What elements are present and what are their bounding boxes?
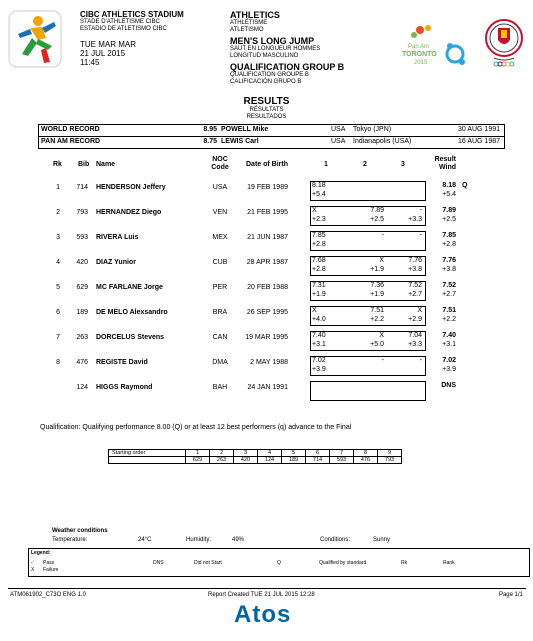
header-code: Code [211, 164, 229, 171]
legend-dns: DNS [153, 560, 164, 566]
athlete-bib: 420 [76, 259, 88, 266]
so-position: 5 [282, 450, 306, 457]
attempt-mark: - [381, 232, 384, 239]
starting-order-table [108, 449, 402, 464]
header-bib: Bib [78, 161, 90, 168]
athlete-noc: DMA [212, 359, 228, 366]
venue-name-es: ESTADIO DE ATLETISMO CIBC [80, 26, 167, 32]
athlete-result: 7.85 [442, 232, 456, 239]
attempt-wind: +3.3 [408, 341, 422, 348]
attempt-wind: +1.9 [370, 291, 384, 298]
event-phase: QUALIFICATION GROUP B [230, 62, 345, 72]
athlete-dob: 28 APR 1987 [246, 259, 288, 266]
footer-report: Report Created TUE 21 JUL 2015 12:28 [208, 592, 315, 598]
attempt-mark: 7.31 [312, 282, 326, 289]
event-sport-es: ATLETISMO [230, 27, 264, 33]
so-bib: 629 [186, 457, 210, 464]
event-name: MEN'S LONG JUMP [230, 36, 315, 46]
results-title: RESULTS [243, 96, 290, 107]
so-position: 9 [378, 450, 402, 457]
olympic-committee-crest [482, 16, 526, 70]
so-position: 1 [186, 450, 210, 457]
record-place: Indianapolis (USA) [353, 138, 412, 145]
attempts-box [310, 381, 426, 401]
venue-time: 11:45 [80, 58, 100, 67]
attempt-mark: 7.76 [408, 257, 422, 264]
attempt-mark: X [417, 307, 422, 314]
header-attempt-3: 3 [401, 161, 405, 168]
results-title-es: RESULTADOS [246, 114, 287, 120]
panam-city: TORONTO [402, 51, 437, 58]
weather-conditions-label: Conditions: [320, 537, 351, 543]
qualification-note: Qualification: Qualifying performance 8.00 (Q) or at least 12 best performers (q) advance to the Final [40, 424, 352, 431]
athlete-bib: 263 [76, 334, 88, 341]
venue-block [80, 10, 184, 67]
athlete-result: 7.52 [442, 282, 456, 289]
attempt-mark: X [379, 332, 384, 339]
athlete-dob: 24 JAN 1991 [247, 384, 288, 391]
header-name: Name [96, 161, 116, 168]
attempt-mark: - [419, 357, 422, 364]
athlete-rank: 7 [56, 334, 60, 341]
attempt-wind: +2.3 [312, 216, 326, 223]
legend-q-text: Qualified by standard [319, 560, 367, 566]
so-bib: 476 [354, 457, 378, 464]
legend-pass: Pass [43, 560, 55, 566]
header-attempt-2: 2 [363, 161, 367, 168]
athlete-result-wind: +5.4 [442, 191, 456, 198]
athlete-result-wind: +3.1 [442, 341, 456, 348]
attempt-wind: +1.9 [370, 266, 384, 273]
cibc-stadium-logo [8, 10, 62, 68]
athlete-bib: 476 [76, 359, 88, 366]
header-noc: NOC [212, 156, 228, 163]
athlete-name: MC FARLANE Jorge [96, 284, 163, 291]
athlete-rank: 5 [56, 284, 60, 291]
athlete-noc: BAH [212, 384, 228, 391]
legend-q: Q [277, 560, 281, 566]
athlete-noc: CUB [212, 259, 228, 266]
venue-name: CIBC ATHLETICS STADIUM [80, 10, 184, 19]
athlete-result: 7.02 [442, 357, 456, 364]
record-holder: POWELL Mike [221, 126, 269, 133]
so-bib: 124 [258, 457, 282, 464]
attempt-mark: X [312, 307, 317, 314]
attempt-wind: +3.8 [408, 266, 422, 273]
record-noc: USA [331, 138, 346, 145]
athlete-bib: 793 [76, 209, 88, 216]
weather-temp-value: 24°C [138, 537, 152, 543]
weather-conditions-value: Sunny [373, 537, 391, 543]
athlete-result-wind: +2.8 [442, 241, 456, 248]
athlete-noc: CAN [212, 334, 228, 341]
legend-title: Legend: [31, 550, 51, 556]
attempt-mark: X [379, 257, 384, 264]
athlete-name: RIVERA Luis [96, 234, 139, 241]
event-phase-es: CALIFICACIÓN GRUPO B [230, 79, 302, 85]
legend-x: X [31, 567, 35, 573]
footer-divider [8, 588, 526, 589]
header-dob: Date of Birth [246, 161, 288, 168]
atos-logo: Atos [234, 601, 292, 628]
so-bib: 263 [210, 457, 234, 464]
attempt-wind: +2.8 [312, 266, 326, 273]
attempt-wind: +2.7 [408, 291, 422, 298]
attempt-mark: 7.51 [370, 307, 384, 314]
attempt-wind: +3.9 [312, 366, 326, 373]
athlete-rank: 8 [56, 359, 60, 366]
footer-code: ATM061902_C73O ENG 1.0 [10, 592, 86, 598]
event-name-fr: SAUT EN LONGUEUR HOMMES [230, 46, 321, 52]
attempt-wind: +5.4 [312, 191, 326, 198]
record-holder: LEWIS Carl [221, 138, 259, 145]
so-position: 7 [330, 450, 354, 457]
athlete-result-wind: +2.2 [442, 316, 456, 323]
header-result: Result [434, 156, 456, 163]
so-position: 2 [210, 450, 234, 457]
athlete-noc: BRA [212, 309, 228, 316]
record-type: WORLD RECORD [41, 126, 100, 133]
panam-year: 2015 [414, 60, 428, 66]
athlete-dob: 20 FEB 1988 [247, 284, 288, 291]
attempt-mark: - [381, 357, 384, 364]
panam-record-row [38, 136, 505, 149]
so-bib: 189 [282, 457, 306, 464]
so-bib: 793 [378, 457, 402, 464]
athlete-result-wind: +3.8 [442, 266, 456, 273]
attempt-mark: 7.85 [312, 232, 326, 239]
attempt-wind: +2.8 [312, 241, 326, 248]
athlete-name: DIAZ Yunior [96, 259, 136, 266]
attempt-mark: - [419, 207, 422, 214]
legend-failure: Failure [43, 567, 59, 573]
athlete-rank: 3 [56, 234, 60, 241]
attempt-mark: 8.18 [312, 182, 326, 189]
athlete-result-wind: +3.9 [442, 366, 456, 373]
table-header [0, 155, 533, 175]
athlete-noc: PER [212, 284, 228, 291]
athlete-result: 7.40 [442, 332, 456, 339]
athlete-name: HIGGS Raymond [96, 384, 153, 391]
athlete-dob: 21 FEB 1995 [247, 209, 288, 216]
attempt-wind: +1.9 [312, 291, 326, 298]
header-rk: Rk [53, 161, 62, 168]
athlete-bib: 714 [76, 184, 88, 191]
record-mark: 8.95 [203, 126, 217, 133]
record-date: 16 AUG 1987 [457, 138, 500, 145]
athlete-name: REGISTE David [96, 359, 148, 366]
athlete-dob: 2 MAY 1988 [250, 359, 288, 366]
athlete-result: DNS [441, 382, 456, 389]
panam-toronto-logo [400, 22, 468, 74]
weather-humidity-value: 49% [232, 537, 245, 543]
results-title-block [0, 96, 533, 121]
record-type: PAN AM RECORD [41, 138, 101, 145]
record-date: 30 AUG 1991 [457, 126, 500, 133]
athlete-noc: VEN [212, 209, 228, 216]
so-bib: 593 [330, 457, 354, 464]
attempt-mark: 7.04 [408, 332, 422, 339]
attempt-wind: +3.3 [408, 216, 422, 223]
venue-name-fr: STADE D'ATHLÉTISME CIBC [80, 19, 160, 25]
record-place: Tokyo (JPN) [353, 126, 392, 133]
event-block [230, 10, 344, 86]
attempt-mark: 7.36 [370, 282, 384, 289]
weather-title: Weather conditions [52, 528, 108, 534]
event-name-es: LONGITUD MASCULINO [230, 53, 299, 59]
legend-dns-text: Did not Start [194, 560, 222, 566]
legend-rk-text: Rank [443, 560, 455, 566]
athlete-rank: 1 [56, 184, 60, 191]
so-position: 3 [234, 450, 258, 457]
header-attempt-1: 1 [324, 161, 328, 168]
event-sport: ATHLETICS [230, 10, 280, 20]
attempt-mark: 7.40 [312, 332, 326, 339]
starting-order-label: Starting order [109, 450, 186, 457]
attempt-mark: X [312, 207, 317, 214]
athlete-bib: 593 [76, 234, 88, 241]
header-wind: Wind [438, 164, 456, 171]
athlete-name: DORCELUS Stevens [96, 334, 165, 341]
athlete-rank: 2 [56, 209, 60, 216]
athlete-noc: USA [212, 184, 228, 191]
attempt-wind: +4.0 [312, 316, 326, 323]
athlete-dob: 21 JUN 1987 [247, 234, 288, 241]
legend-box [28, 548, 530, 577]
venue-date: 21 JUL 2015 [80, 49, 126, 58]
record-mark: 8.75 [203, 138, 217, 145]
athlete-rank: 4 [56, 259, 60, 266]
athlete-dob: 19 MAR 1995 [245, 334, 288, 341]
attempt-wind: +2.5 [370, 216, 384, 223]
weather-humidity-label: Humidity: [186, 537, 212, 543]
so-position: 6 [306, 450, 330, 457]
attempt-mark: 7.02 [312, 357, 326, 364]
athlete-name: HENDERSON Jeffery [96, 184, 166, 191]
venue-day: TUE MAR MAR [80, 40, 136, 49]
athlete-result-wind: +2.7 [442, 291, 456, 298]
athlete-result: 8.18 [442, 182, 456, 189]
so-position: 4 [258, 450, 282, 457]
panam-text: Pan Am [408, 44, 430, 50]
starting-order-empty [109, 457, 186, 464]
event-phase-fr: QUALIFICATION GROUPE B [230, 72, 309, 78]
so-bib: 420 [234, 457, 258, 464]
athlete-name: DE MELO Alexsandro [96, 309, 168, 316]
athlete-result: 7.51 [442, 307, 456, 314]
footer-page: Page 1/1 [498, 592, 523, 598]
attempt-wind: +5.0 [370, 341, 384, 348]
attempt-wind: +3.1 [312, 341, 326, 348]
athlete-result-wind: +2.5 [442, 216, 456, 223]
so-bib: 714 [306, 457, 330, 464]
event-sport-fr: ATHLÉTISME [230, 20, 268, 26]
athlete-bib: 124 [76, 384, 88, 391]
record-noc: USA [331, 126, 346, 133]
athlete-bib: 189 [76, 309, 88, 316]
legend-dash: - [31, 560, 33, 566]
athlete-dob: 19 FEB 1989 [247, 184, 288, 191]
starting-order-positions-row [109, 450, 402, 457]
athlete-bib: 629 [76, 284, 88, 291]
starting-order-bibs-row [109, 457, 402, 464]
weather-temp-label: Temperature: [52, 537, 88, 543]
athlete-result: 7.89 [442, 207, 456, 214]
so-position: 8 [354, 450, 378, 457]
legend-rk: Rk [401, 560, 408, 566]
athlete-qualification: Q [462, 182, 468, 189]
attempt-wind: +2.9 [408, 316, 422, 323]
athlete-dob: 26 SEP 1995 [246, 309, 288, 316]
athlete-rank: 6 [56, 309, 60, 316]
attempt-mark: 7.68 [312, 257, 326, 264]
attempt-mark: 7.89 [370, 207, 384, 214]
results-title-fr: RÉSULTATS [249, 107, 284, 113]
athlete-result: 7.76 [442, 257, 456, 264]
attempt-mark: 7.52 [408, 282, 422, 289]
athlete-noc: MEX [212, 234, 228, 241]
athlete-name: HERNANDEZ Diego [96, 209, 162, 216]
attempt-wind: +2.2 [370, 316, 384, 323]
attempt-mark: - [419, 232, 422, 239]
